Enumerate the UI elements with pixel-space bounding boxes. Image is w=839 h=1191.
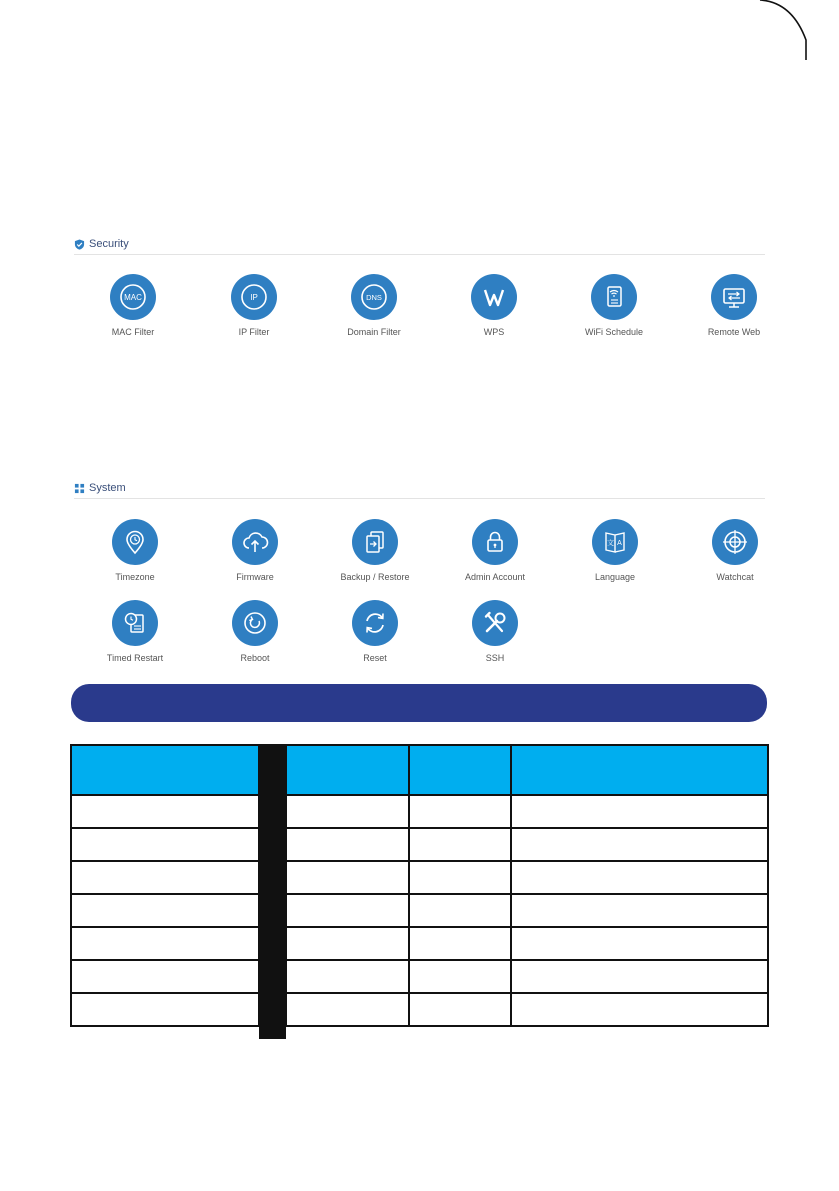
ssh-label: SSH <box>485 653 505 663</box>
svg-text:IP: IP <box>250 293 258 302</box>
ssh-button[interactable] <box>440 600 550 663</box>
svg-text:MAC: MAC <box>124 293 142 302</box>
ip-icon <box>239 282 269 312</box>
table-row <box>286 993 768 1026</box>
timed-restart-button[interactable] <box>80 600 190 663</box>
ip-filter-button[interactable] <box>199 274 309 337</box>
table-row <box>71 861 259 894</box>
ip-filter-label: IP Filter <box>238 327 270 337</box>
mac-icon <box>118 282 148 312</box>
section-banner <box>71 684 767 722</box>
table-row <box>286 828 768 861</box>
dns-icon <box>359 282 389 312</box>
timezone-button[interactable] <box>80 519 190 582</box>
table-row <box>71 795 259 828</box>
wifi-schedule-icon <box>599 282 629 312</box>
backup-restore-label: Backup / Restore <box>340 572 410 582</box>
table-row <box>71 960 259 993</box>
wifi-schedule-button[interactable] <box>559 274 669 337</box>
right-table <box>285 744 769 1027</box>
remote-web-icon <box>719 282 749 312</box>
timed-restart-label: Timed Restart <box>106 653 164 663</box>
domain-filter-label: Domain Filter <box>347 327 401 337</box>
remote-web-button[interactable] <box>679 274 789 337</box>
reboot-icon <box>240 608 270 638</box>
timezone-icon <box>120 527 150 557</box>
admin-account-button[interactable] <box>440 519 550 582</box>
shield-icon <box>74 239 85 250</box>
reboot-button[interactable] <box>200 600 310 663</box>
backup-restore-button[interactable] <box>320 519 430 582</box>
firmware-button[interactable] <box>200 519 310 582</box>
right-table-header-cell <box>409 745 511 795</box>
backup-restore-icon <box>360 527 390 557</box>
language-label: Language <box>594 572 636 582</box>
mac-filter-label: MAC Filter <box>111 327 155 337</box>
corner-decoration <box>0 0 839 60</box>
system-section-header <box>74 478 765 499</box>
table-row <box>286 927 768 960</box>
left-table-header-cell <box>71 745 259 795</box>
table-row <box>71 894 259 927</box>
security-section-header <box>74 234 765 255</box>
watchcat-button[interactable] <box>680 519 790 582</box>
table-row <box>71 993 259 1026</box>
language-button[interactable] <box>560 519 670 582</box>
table-row <box>71 927 259 960</box>
table-row <box>71 828 259 861</box>
tools-icon <box>480 608 510 638</box>
table-row <box>286 795 768 828</box>
left-table <box>70 744 260 1027</box>
reset-icon <box>360 608 390 638</box>
wifi-schedule-label: WiFi Schedule <box>584 327 644 337</box>
security-title: Security <box>89 238 129 250</box>
timed-restart-icon <box>120 608 150 638</box>
system-title: System <box>89 482 126 494</box>
table-row <box>286 894 768 927</box>
table-divider-column <box>259 744 286 1039</box>
reset-button[interactable] <box>320 600 430 663</box>
svg-text:DNS: DNS <box>366 293 382 302</box>
watchcat-icon <box>720 527 750 557</box>
domain-filter-button[interactable] <box>319 274 429 337</box>
firmware-icon <box>240 527 270 557</box>
reboot-label: Reboot <box>240 653 270 663</box>
remote-web-label: Remote Web <box>707 327 761 337</box>
svg-text:文: 文 <box>607 540 614 547</box>
language-icon <box>600 527 630 557</box>
reset-label: Reset <box>363 653 387 663</box>
svg-text:A: A <box>617 540 622 547</box>
table-row <box>286 861 768 894</box>
wps-icon <box>479 282 509 312</box>
right-table-header-cell <box>511 745 768 795</box>
wps-label: WPS <box>483 327 505 337</box>
right-table-header-cell <box>286 745 409 795</box>
table-row <box>286 960 768 993</box>
lock-icon <box>480 527 510 557</box>
mac-filter-button[interactable] <box>78 274 188 337</box>
grid-icon <box>74 483 85 494</box>
wps-button[interactable] <box>439 274 549 337</box>
firmware-label: Firmware <box>236 572 274 582</box>
timezone-label: Timezone <box>115 572 155 582</box>
watchcat-label: Watchcat <box>716 572 754 582</box>
admin-account-label: Admin Account <box>464 572 526 582</box>
